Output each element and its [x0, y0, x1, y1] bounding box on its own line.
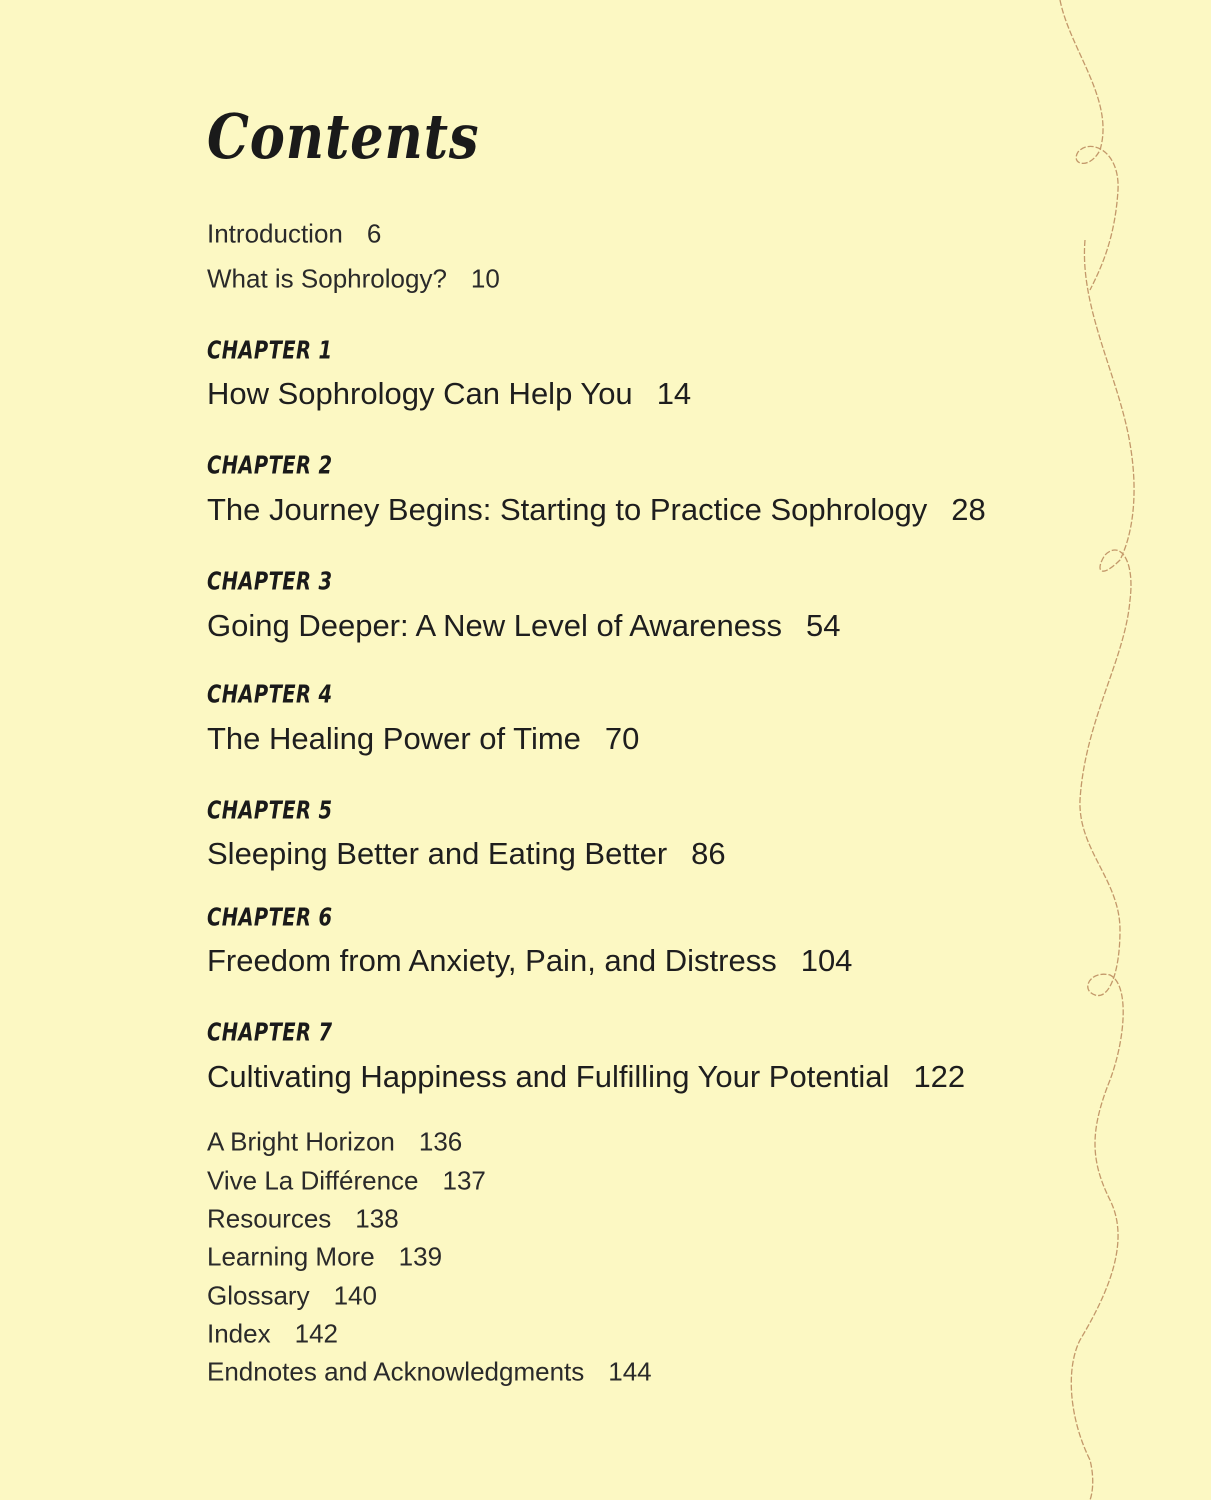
entry-title: What is Sophrology?	[207, 263, 447, 294]
entry-page: 6	[366, 218, 382, 249]
thread-line	[1060, 0, 1134, 1500]
entry-title: Learning More	[207, 1241, 375, 1272]
toc-entry[interactable]	[207, 1166, 486, 1197]
decorative-thread-icon	[1040, 0, 1211, 1500]
entry-page: 137	[442, 1165, 486, 1196]
entry-title: A Bright Horizon	[207, 1126, 395, 1157]
entry-page: 138	[355, 1203, 399, 1234]
entry-title: Introduction	[207, 218, 343, 249]
entry-page: 28	[951, 492, 986, 527]
entry-title: How Sophrology Can Help You	[207, 376, 633, 411]
toc-entry[interactable]	[207, 721, 639, 757]
entry-page: 144	[608, 1356, 652, 1387]
entry-page: 104	[800, 943, 853, 978]
chapter-label: CHAPTER 4	[207, 679, 333, 709]
toc-entry[interactable]	[207, 608, 840, 644]
entry-title: Vive La Différence	[207, 1165, 419, 1196]
entry-title: Glossary	[207, 1280, 310, 1311]
entry-title: Freedom from Anxiety, Pain, and Distress	[207, 943, 777, 978]
toc-entry[interactable]	[207, 1357, 652, 1388]
toc-entry[interactable]	[207, 1281, 377, 1312]
toc-entry[interactable]	[207, 836, 726, 872]
chapter-label: CHAPTER 5	[207, 795, 333, 825]
entry-page: 142	[294, 1318, 338, 1349]
chapter-label: CHAPTER 1	[207, 335, 333, 365]
toc-entry[interactable]	[207, 943, 852, 979]
toc-entry[interactable]	[207, 492, 986, 528]
entry-title: Index	[207, 1318, 271, 1349]
entry-page: 54	[806, 608, 841, 643]
toc-entry[interactable]	[207, 1319, 338, 1350]
entry-page: 86	[691, 836, 726, 871]
toc-entry[interactable]	[207, 219, 381, 250]
entry-title: Resources	[207, 1203, 332, 1234]
toc-entry[interactable]	[207, 1204, 399, 1235]
entry-page: 122	[913, 1059, 966, 1094]
toc-entry[interactable]	[207, 1059, 965, 1095]
chapter-label: CHAPTER 6	[207, 902, 333, 932]
entry-title: Sleeping Better and Eating Better	[207, 836, 668, 871]
toc-entry[interactable]	[207, 1242, 442, 1273]
entry-title: Endnotes and Acknowledgments	[207, 1356, 585, 1387]
entry-page: 14	[656, 376, 692, 411]
toc-entry[interactable]	[207, 376, 691, 412]
entry-page: 140	[333, 1280, 377, 1311]
entry-title: The Healing Power of Time	[207, 721, 581, 756]
entry-page: 139	[398, 1241, 443, 1272]
entry-page: 10	[470, 263, 500, 294]
chapter-label: CHAPTER 2	[207, 450, 333, 480]
entry-title: The Journey Begins: Starting to Practice Sophrology	[207, 492, 928, 527]
entry-page: 70	[604, 721, 640, 756]
page-title: Contents	[207, 100, 480, 173]
chapter-label: CHAPTER 7	[207, 1017, 333, 1047]
entry-title: Cultivating Happiness and Fulfilling Your Potential	[207, 1059, 890, 1094]
entry-title: Going Deeper: A New Level of Awareness	[207, 608, 782, 643]
toc-entry[interactable]	[207, 1127, 462, 1158]
chapter-label: CHAPTER 3	[207, 566, 333, 596]
entry-page: 136	[418, 1126, 463, 1157]
toc-entry[interactable]	[207, 264, 500, 295]
